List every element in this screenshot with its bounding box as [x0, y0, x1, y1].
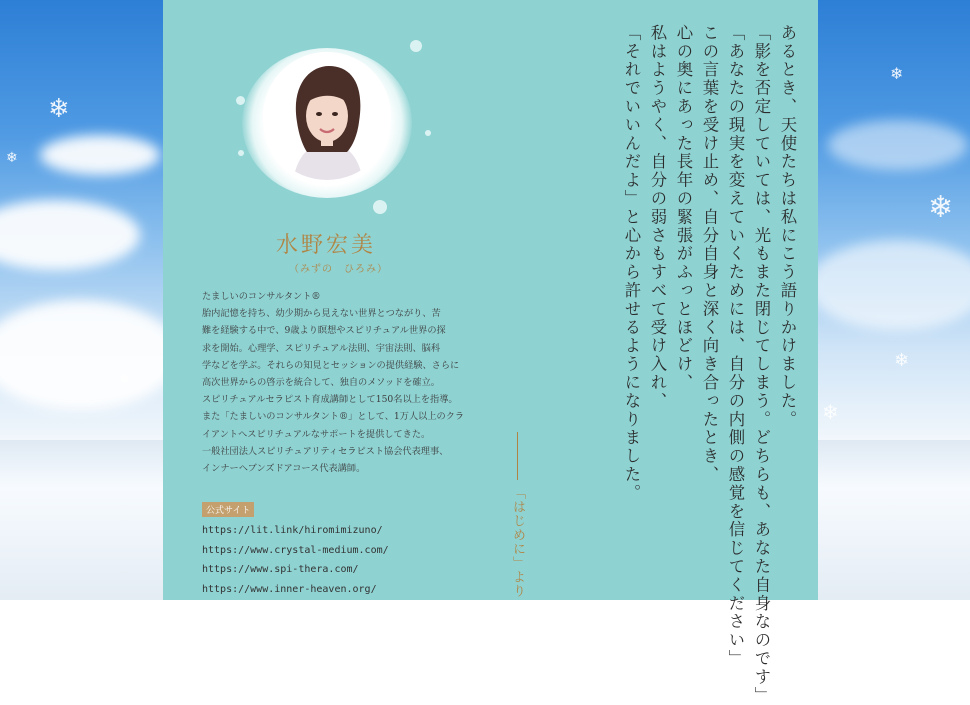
bio-line: 一般社団法人スピリチュアリティセラピスト協会代表理事、 [202, 445, 449, 457]
bio-line: 求を開始。心理学、スピリチュアル法則、宇宙法則、脳科 [202, 342, 441, 354]
quote-line: あるとき、天使たちは私にこう語りかけました。 [778, 24, 797, 429]
snowflake-icon: ❄ [120, 372, 131, 386]
link-spi-thera[interactable]: https://www.spi-thera.com/ [202, 564, 359, 575]
quote-line: 「それでいいんだよ」と心から許せるようになりました。 [622, 24, 641, 503]
snow-ground [0, 440, 163, 600]
author-bio [202, 288, 472, 477]
bio-line: 学などを学ぶ。それらの知見とセッションの提供経験、さらに [202, 359, 460, 371]
portrait-illustration [263, 52, 391, 180]
author-name-kana: （みずの ひろみ） [289, 264, 388, 275]
cloud [0, 200, 140, 270]
bio-line: たましいのコンサルタント® [202, 291, 321, 302]
link-litlink[interactable]: https://lit.link/hiromimizuno/ [202, 525, 383, 536]
sparkle-dot [373, 200, 387, 214]
bio-line: 高次世界からの啓示を統合して、独自のメソッドを確立。 [202, 377, 440, 389]
cloud [0, 300, 163, 410]
cloud [40, 135, 160, 175]
snowflake-icon: ❄ [928, 190, 954, 225]
official-site-label: 公式サイト [202, 502, 254, 517]
bio-line: イアントへスピリチュアルなサポートを提供してきた。 [202, 428, 431, 440]
bio-line: 胎内記憶を持ち、幼少期から見えない世界とつながり、苦 [202, 308, 441, 320]
quote-line: 「影を否定していては、光もまた閉じてしまう。どちらも、あなた自身なのです」 [752, 24, 771, 705]
sparkle-dot [425, 130, 431, 136]
quote-source [508, 432, 527, 598]
author-name: 水野宏美 [276, 233, 377, 258]
bio-line: 難を経験する中で、9歳より瞑想やスピリチュアル世界の探 [202, 325, 446, 337]
quote-line: 心の奥にあった長年の緊張がふっとほどけ、 [674, 24, 693, 392]
cloud [818, 240, 970, 330]
left-winter-background [0, 0, 163, 600]
bio-line: インナーヘブンズドアコース代表講師。 [202, 463, 366, 475]
vertical-quote [540, 24, 800, 705]
snowflake-icon: ❄ [894, 350, 910, 371]
link-crystal-medium[interactable]: https://www.crystal-medium.com/ [202, 544, 389, 556]
official-links [202, 521, 389, 599]
cloud [828, 120, 968, 170]
quote-line: 私はようやく、自分の弱さもすべて受け入れ、 [648, 24, 667, 411]
bio-line: スピリチュアルセラピスト育成講師として150名以上を指導。 [202, 394, 458, 406]
sparkle-dot [410, 40, 422, 52]
sparkle-dot [238, 150, 244, 156]
quote-line: 「あなたの現実を変えていくためには、自分の内側の感覚を信じてください」 [726, 24, 745, 668]
bio-line: また「たましいのコンサルタント®」として、1万人以上のクラ [202, 411, 465, 423]
right-winter-background [818, 0, 970, 600]
source-rule [517, 432, 518, 480]
source-text: 「はじめに」より [510, 486, 525, 598]
sparkle-dot [236, 96, 245, 105]
snowflake-icon: ❄ [890, 64, 904, 83]
link-inner-heaven[interactable]: https://www.inner-heaven.org/ [202, 583, 377, 595]
quote-line: この言葉を受け止め、自分自身と深く向き合ったとき、 [700, 24, 719, 484]
snowflake-icon: ❄ [6, 150, 18, 166]
snowflake-icon: ❄ [48, 94, 70, 124]
snowflake-icon: ❄ [822, 400, 839, 424]
author-portrait [263, 52, 391, 180]
snow-ground [818, 440, 970, 600]
